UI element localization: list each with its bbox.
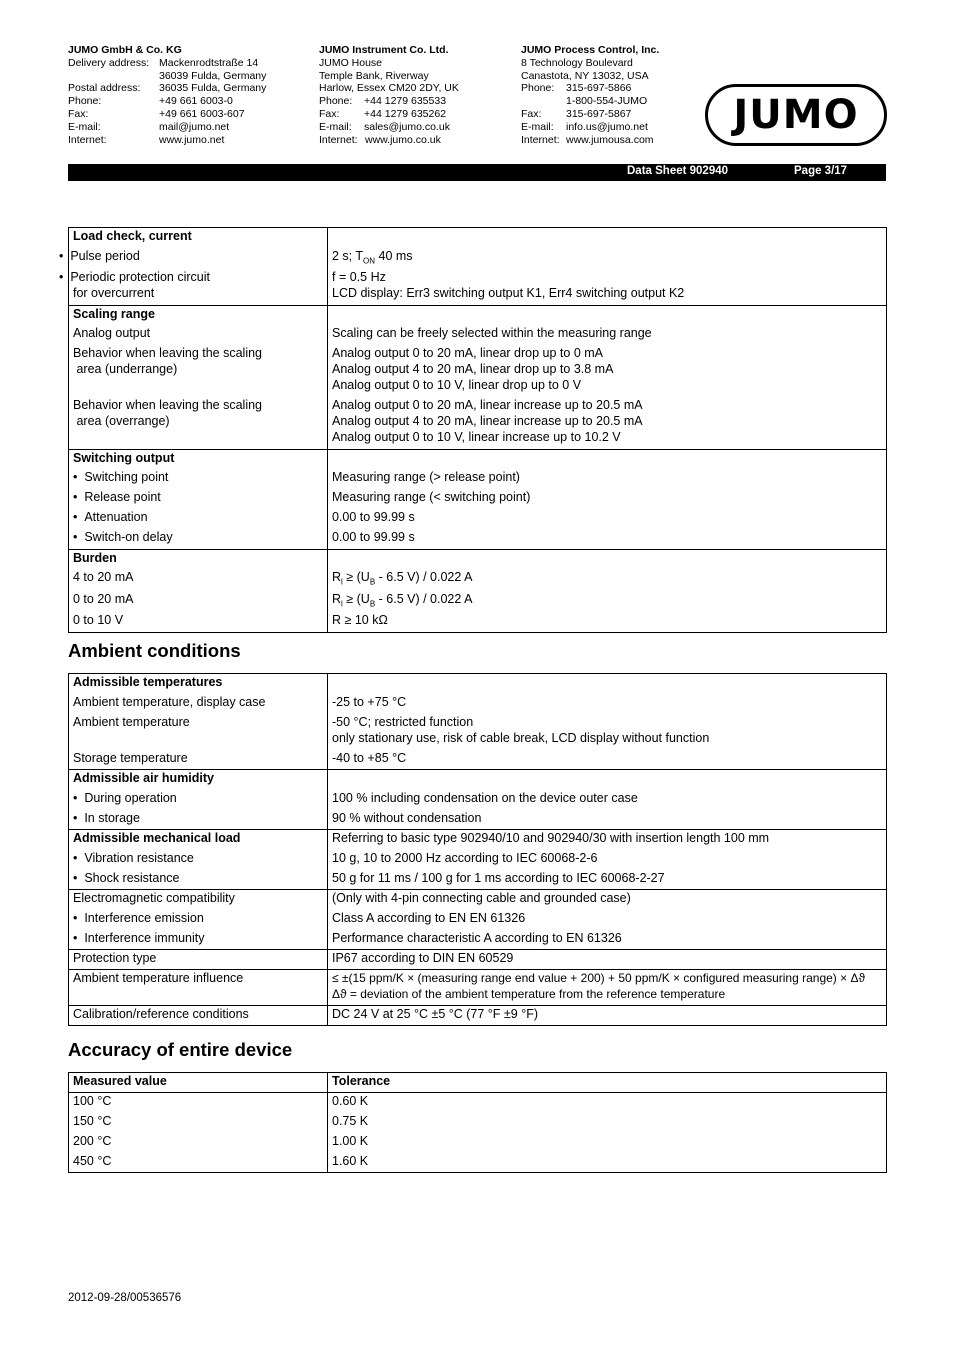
- row-value: 10 g, 10 to 2000 Hz according to IEC 60068-2-6: [332, 850, 598, 865]
- row-label: • Pulse period: [69, 248, 328, 270]
- addr-value: Harlow, Essex CM20 2DY, UK: [319, 82, 459, 95]
- row-value: (Only with 4-pin connecting cable and grounded case): [328, 890, 887, 910]
- footer-doc-id: 2012-09-28/00536576: [68, 1292, 182, 1304]
- row-label: 4 to 20 mA: [69, 569, 328, 591]
- table-cell: 450 °C: [69, 1153, 328, 1173]
- table-cell: 150 °C: [69, 1113, 328, 1133]
- row-label: 0 to 20 mA: [69, 591, 328, 613]
- addr-key: [68, 70, 159, 83]
- row-label: • In storage: [69, 810, 328, 830]
- addr-key: Delivery address:: [68, 56, 150, 69]
- row-value: Referring to basic type 902940/10 and 902940/30 with insertion length 100 mm: [328, 830, 887, 850]
- row-value: Analog output 0 to 20 mA, linear drop up to 0 mA Analog output 4 to 20 mA, linear drop up to 3.8 mA Analog output 0 to 10 V, linear drop up to 0 V: [332, 346, 614, 392]
- row-value: Class A according to EN EN 61326: [332, 910, 526, 925]
- addr-key: Phone:: [319, 95, 353, 108]
- row-value: Measuring range (> release point): [332, 470, 520, 484]
- addr-value: Canastota, NY 13032, USA: [521, 69, 649, 82]
- addr-value: Temple Bank, Riverway: [319, 69, 429, 82]
- addr-value: +44 1279 635533: [364, 95, 447, 108]
- row-label: Behavior when leaving the scaling area (underrange): [69, 345, 328, 397]
- row-label: • Interference emission: [69, 910, 328, 930]
- jumo-logo: [705, 84, 887, 146]
- address-jumo-usa: [521, 44, 659, 146]
- addr-value: 1-800-554-JUMO: [566, 95, 648, 108]
- heading-ambient-conditions: Ambient conditions: [68, 640, 241, 661]
- addr-value: 36039 Fulda, Germany: [159, 69, 267, 82]
- row-value: $R_l \ge (U_B - 6.5$ V) / 0.022 A: [332, 591, 473, 608]
- company-name: JUMO Process Control, Inc.: [521, 44, 660, 56]
- addr-value: mail@jumo.net: [159, 120, 230, 133]
- addr-value: JUMO House: [319, 56, 383, 69]
- row-value: 0.00 to 99.99 s: [332, 510, 415, 524]
- column-header: Measured value: [69, 1073, 328, 1093]
- addr-value: sales@jumo.co.uk: [364, 120, 450, 133]
- addr-key: Phone:: [68, 95, 102, 108]
- row-value: DC 24 V at 25 °C ±5 °C (77 °F ±9 °F): [328, 1006, 887, 1026]
- column-header: Tolerance: [328, 1073, 887, 1093]
- row-label: Ambient temperature: [69, 714, 328, 750]
- row-value: 2 s; $T_{ON}$ 40 ms: [332, 248, 413, 265]
- section-title: Burden: [69, 549, 328, 569]
- row-label: • Vibration resistance: [69, 850, 328, 870]
- address-jumo-germany: [68, 44, 266, 146]
- section-title: Admissible mechanical load: [69, 830, 328, 850]
- row-label: Behavior when leaving the scaling area (overrange): [69, 397, 328, 449]
- addr-key: E-mail:: [521, 120, 554, 133]
- row-label: • Attenuation: [69, 509, 328, 529]
- company-name: JUMO Instrument Co. Ltd.: [319, 44, 449, 56]
- row-value: 0.00 to 99.99 s: [332, 530, 415, 544]
- address-jumo-uk: [319, 44, 459, 146]
- row-value: Analog output 0 to 20 mA, linear increase up to 20.5 mA Analog output 4 to 20 mA, linear increase up to 20.5 mA Analog output 0 to 10 V, linear increase up to 10.2 V: [332, 398, 643, 444]
- addr-key: Internet:: [521, 133, 560, 146]
- addr-key: E-mail:: [319, 120, 352, 133]
- addr-value: info.us@jumo.net: [566, 120, 648, 133]
- section-title: Admissible air humidity: [69, 770, 328, 790]
- addr-value: +44 1279 635262: [364, 107, 447, 120]
- section-title: Switching output: [69, 449, 328, 469]
- ambient-table: [68, 673, 887, 1026]
- heading-accuracy: Accuracy of entire device: [68, 1039, 293, 1060]
- table-cell: 100 °C: [69, 1093, 328, 1113]
- table-cell: 1.60 K: [332, 1153, 369, 1168]
- row-label: Storage temperature: [69, 750, 328, 770]
- row-value: 90 % without condensation: [332, 810, 482, 825]
- addr-value: 8 Technology Boulevard: [521, 56, 633, 69]
- row-value: f = 0.5 Hz LCD display: Err3 switching output K1, Err4 switching output K2: [332, 270, 685, 300]
- row-label: Ambient temperature, display case: [69, 694, 328, 714]
- row-label: • Periodic protection circuit for overcurrent: [69, 269, 328, 305]
- row-label: • Switch-on delay: [69, 529, 328, 549]
- addr-key: Fax:: [319, 107, 340, 120]
- addr-value: 315-697-5867: [566, 107, 632, 120]
- row-label: • Release point: [69, 489, 328, 509]
- table-cell: 0.60 K: [328, 1093, 887, 1113]
- page-number: Page 3/17: [794, 165, 848, 177]
- addr-value: www.jumo.net: [159, 133, 225, 146]
- table-cell: 1.00 K: [332, 1133, 369, 1148]
- row-value: ≤ ±(15 ppm/K × (measuring range end value + 200) + 50 ppm/K × configured measuring range) × Δϑ Δϑ = deviation of the ambient temperature from the reference temperature: [328, 970, 887, 1006]
- row-value: -50 °C; restricted function only stationary use, risk of cable break, LCD display without function: [332, 714, 710, 745]
- addr-key: E-mail:: [68, 120, 101, 133]
- row-label: Analog output: [69, 325, 328, 345]
- addr-key: Fax:: [68, 107, 89, 120]
- specs-table: [59, 227, 887, 633]
- datasheet-number: Data Sheet 902940: [627, 165, 729, 177]
- row-label: Ambient temperature influence: [69, 970, 328, 1006]
- addr-value: +49 661 6003-607: [159, 107, 245, 120]
- row-value: 50 g for 11 ms / 100 g for 1 ms according to IEC 60068-2-27: [332, 870, 665, 885]
- addr-value: www.jumo.co.uk: [365, 133, 441, 146]
- row-value: -40 to +85 °C: [332, 750, 407, 765]
- accuracy-table: [68, 1072, 887, 1173]
- logo-text: JUMO: [733, 92, 859, 138]
- addr-key: Postal address:: [68, 82, 141, 95]
- row-value: Performance characteristic A according to EN 61326: [332, 930, 622, 945]
- row-value: -25 to +75 °C: [332, 694, 407, 709]
- datasheet-header-bar: [68, 164, 886, 181]
- row-label: • During operation: [69, 790, 328, 810]
- addr-value: 36035 Fulda, Germany: [159, 82, 267, 95]
- table-cell: 200 °C: [69, 1133, 328, 1153]
- addr-key: Fax:: [521, 107, 542, 120]
- addr-value: www.jumousa.com: [566, 133, 654, 146]
- company-name: JUMO GmbH & Co. KG: [68, 44, 182, 56]
- row-label: • Shock resistance: [69, 870, 328, 890]
- section-title: Scaling range: [69, 305, 328, 325]
- row-label: Calibration/reference conditions: [69, 1006, 328, 1026]
- row-value: Scaling can be freely selected within the measuring range: [332, 326, 652, 340]
- section-title: Load check, current: [69, 228, 328, 248]
- addr-value: Mackenrodtstraße 14: [159, 56, 259, 69]
- addr-key: Internet:: [68, 133, 107, 146]
- row-label: Electromagnetic compatibility: [69, 890, 328, 910]
- row-label: • Switching point: [69, 469, 328, 489]
- row-label: Protection type: [69, 950, 328, 970]
- row-value: $R_l \ge (U_B - 6.5$ V) / 0.022 A: [332, 570, 473, 587]
- row-value: Measuring range (< switching point): [332, 490, 531, 504]
- row-label: • Interference immunity: [69, 930, 328, 950]
- addr-key: [521, 95, 566, 108]
- row-value: R ≥ 10 kΩ: [332, 613, 388, 627]
- section-title: Admissible temperatures: [69, 674, 328, 694]
- addr-key: Phone:: [521, 82, 555, 95]
- addr-value: 315-697-5866: [566, 82, 632, 95]
- row-value: IP67 according to DIN EN 60529: [328, 950, 887, 970]
- table-cell: 0.75 K: [332, 1113, 369, 1128]
- row-label: 0 to 10 V: [69, 612, 328, 632]
- addr-key: Internet:: [319, 133, 358, 146]
- addr-value: +49 661 6003-0: [159, 95, 233, 108]
- row-value: 100 % including condensation on the device outer case: [332, 790, 638, 805]
